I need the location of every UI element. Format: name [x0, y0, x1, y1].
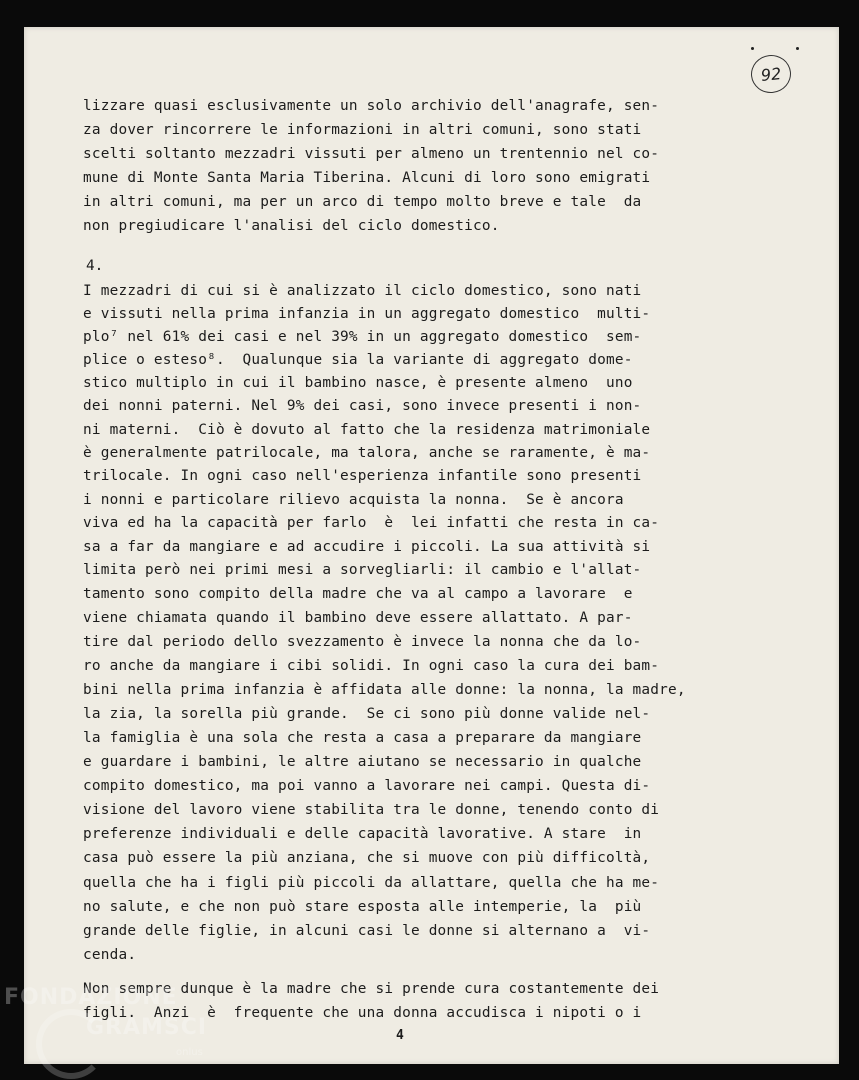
- text-line: viva ed ha la capacità per farlo è lei infatti che resta in ca-: [83, 515, 660, 531]
- text-line: i nonni e particolare rilievo acquista la nonna. Se è ancora: [83, 492, 624, 508]
- text-line: mune di Monte Santa Maria Tiberina. Alcuni di loro sono emigrati: [83, 170, 651, 186]
- text-line: bini nella prima infanzia è affidata alle donne: la nonna, la madre,: [83, 682, 686, 698]
- text-line: sa a far da mangiare e ad accudire i piccoli. La sua attività si: [83, 539, 651, 555]
- text-line: è generalmente patrilocale, ma talora, anche se raramente, è ma-: [83, 445, 651, 461]
- watermark-line-1: FONDAZIONE: [4, 985, 178, 1010]
- text-line: lizzare quasi esclusivamente un solo archivio dell'anagrafe, sen-: [83, 98, 660, 114]
- page-number: 4: [396, 1028, 404, 1043]
- watermark-onlus: onlus: [176, 1047, 203, 1058]
- text-line: scelti soltanto mezzadri vissuti per almeno un trentennio nel co-: [83, 146, 660, 162]
- section-number: 4.: [86, 258, 104, 274]
- text-line: plice o esteso⁸. Qualunque sia la variante di aggregato dome-: [83, 352, 633, 368]
- text-line: figli. Anzi è frequente che una donna accudisca i nipoti o i: [83, 1005, 642, 1021]
- text-line: ro anche da mangiare i cibi solidi. In ogni caso la cura dei bam-: [83, 658, 660, 674]
- text-line: trilocale. In ogni caso nell'esperienza infantile sono presenti: [83, 468, 642, 484]
- text-line: limita però nei primi mesi a sorvegliarli: il cambio e l'allat-: [83, 562, 642, 578]
- text-line: casa può essere la più anziana, che si muove con più difficoltà,: [83, 850, 651, 866]
- text-line: no salute, e che non può stare esposta alle intemperie, la più: [83, 899, 642, 915]
- text-line: tire dal periodo dello svezzamento è invece la nonna che da lo-: [83, 634, 642, 650]
- text-line: cenda.: [83, 947, 137, 963]
- text-line: visione del lavoro viene stabilita tra le donne, tenendo conto di: [83, 802, 660, 818]
- text-line: non pregiudicare l'analisi del ciclo domestico.: [83, 218, 500, 234]
- text-line: compito domestico, ma poi vanno a lavorare nei campi. Questa di-: [83, 778, 651, 794]
- text-line: dei nonni paterni. Nel 9% dei casi, sono invece presenti i non-: [83, 398, 642, 414]
- watermark-line-2: GRAMSCI: [86, 1015, 208, 1040]
- text-line: preferenze individuali e delle capacità lavorative. A stare in: [83, 826, 642, 842]
- text-line: za dover rincorrere le informazioni in altri comuni, sono stati: [83, 122, 642, 138]
- text-line: quella che ha i figli più piccoli da allattare, quella che ha me-: [83, 875, 660, 891]
- text-line: grande delle figlie, in alcuni casi le donne si alternano a vi-: [83, 923, 651, 939]
- text-line: Non sempre dunque è la madre che si prende cura costantemente dei: [83, 981, 660, 997]
- text-line: la famiglia è una sola che resta a casa a preparare da mangiare: [83, 730, 642, 746]
- text-line: plo⁷ nel 61% dei casi e nel 39% in un aggregato domestico sem-: [83, 329, 642, 345]
- text-line: la zia, la sorella più grande. Se ci sono più donne valide nel-: [83, 706, 651, 722]
- text-line: in altri comuni, ma per un arco di tempo molto breve e tale da: [83, 194, 642, 210]
- text-line: e guardare i bambini, le altre aiutano se necessario in qualche: [83, 754, 642, 770]
- margin-dot: [751, 47, 754, 50]
- text-line: tamento sono compito della madre che va al campo a lavorare e: [83, 586, 633, 602]
- text-line: e vissuti nella prima infanzia in un aggregato domestico multi-: [83, 306, 651, 322]
- text-line: I mezzadri di cui si è analizzato il ciclo domestico, sono nati: [83, 283, 642, 299]
- text-line: stico multiplo in cui il bambino nasce, è presente almeno uno: [83, 375, 633, 391]
- text-line: viene chiamata quando il bambino deve essere allattato. A par-: [83, 610, 633, 626]
- margin-dot: [796, 47, 799, 50]
- text-line: ni materni. Ciò è dovuto al fatto che la residenza matrimoniale: [83, 422, 651, 438]
- archive-page-number: 92: [759, 63, 783, 85]
- fondazione-gramsci-watermark: [4, 985, 219, 1075]
